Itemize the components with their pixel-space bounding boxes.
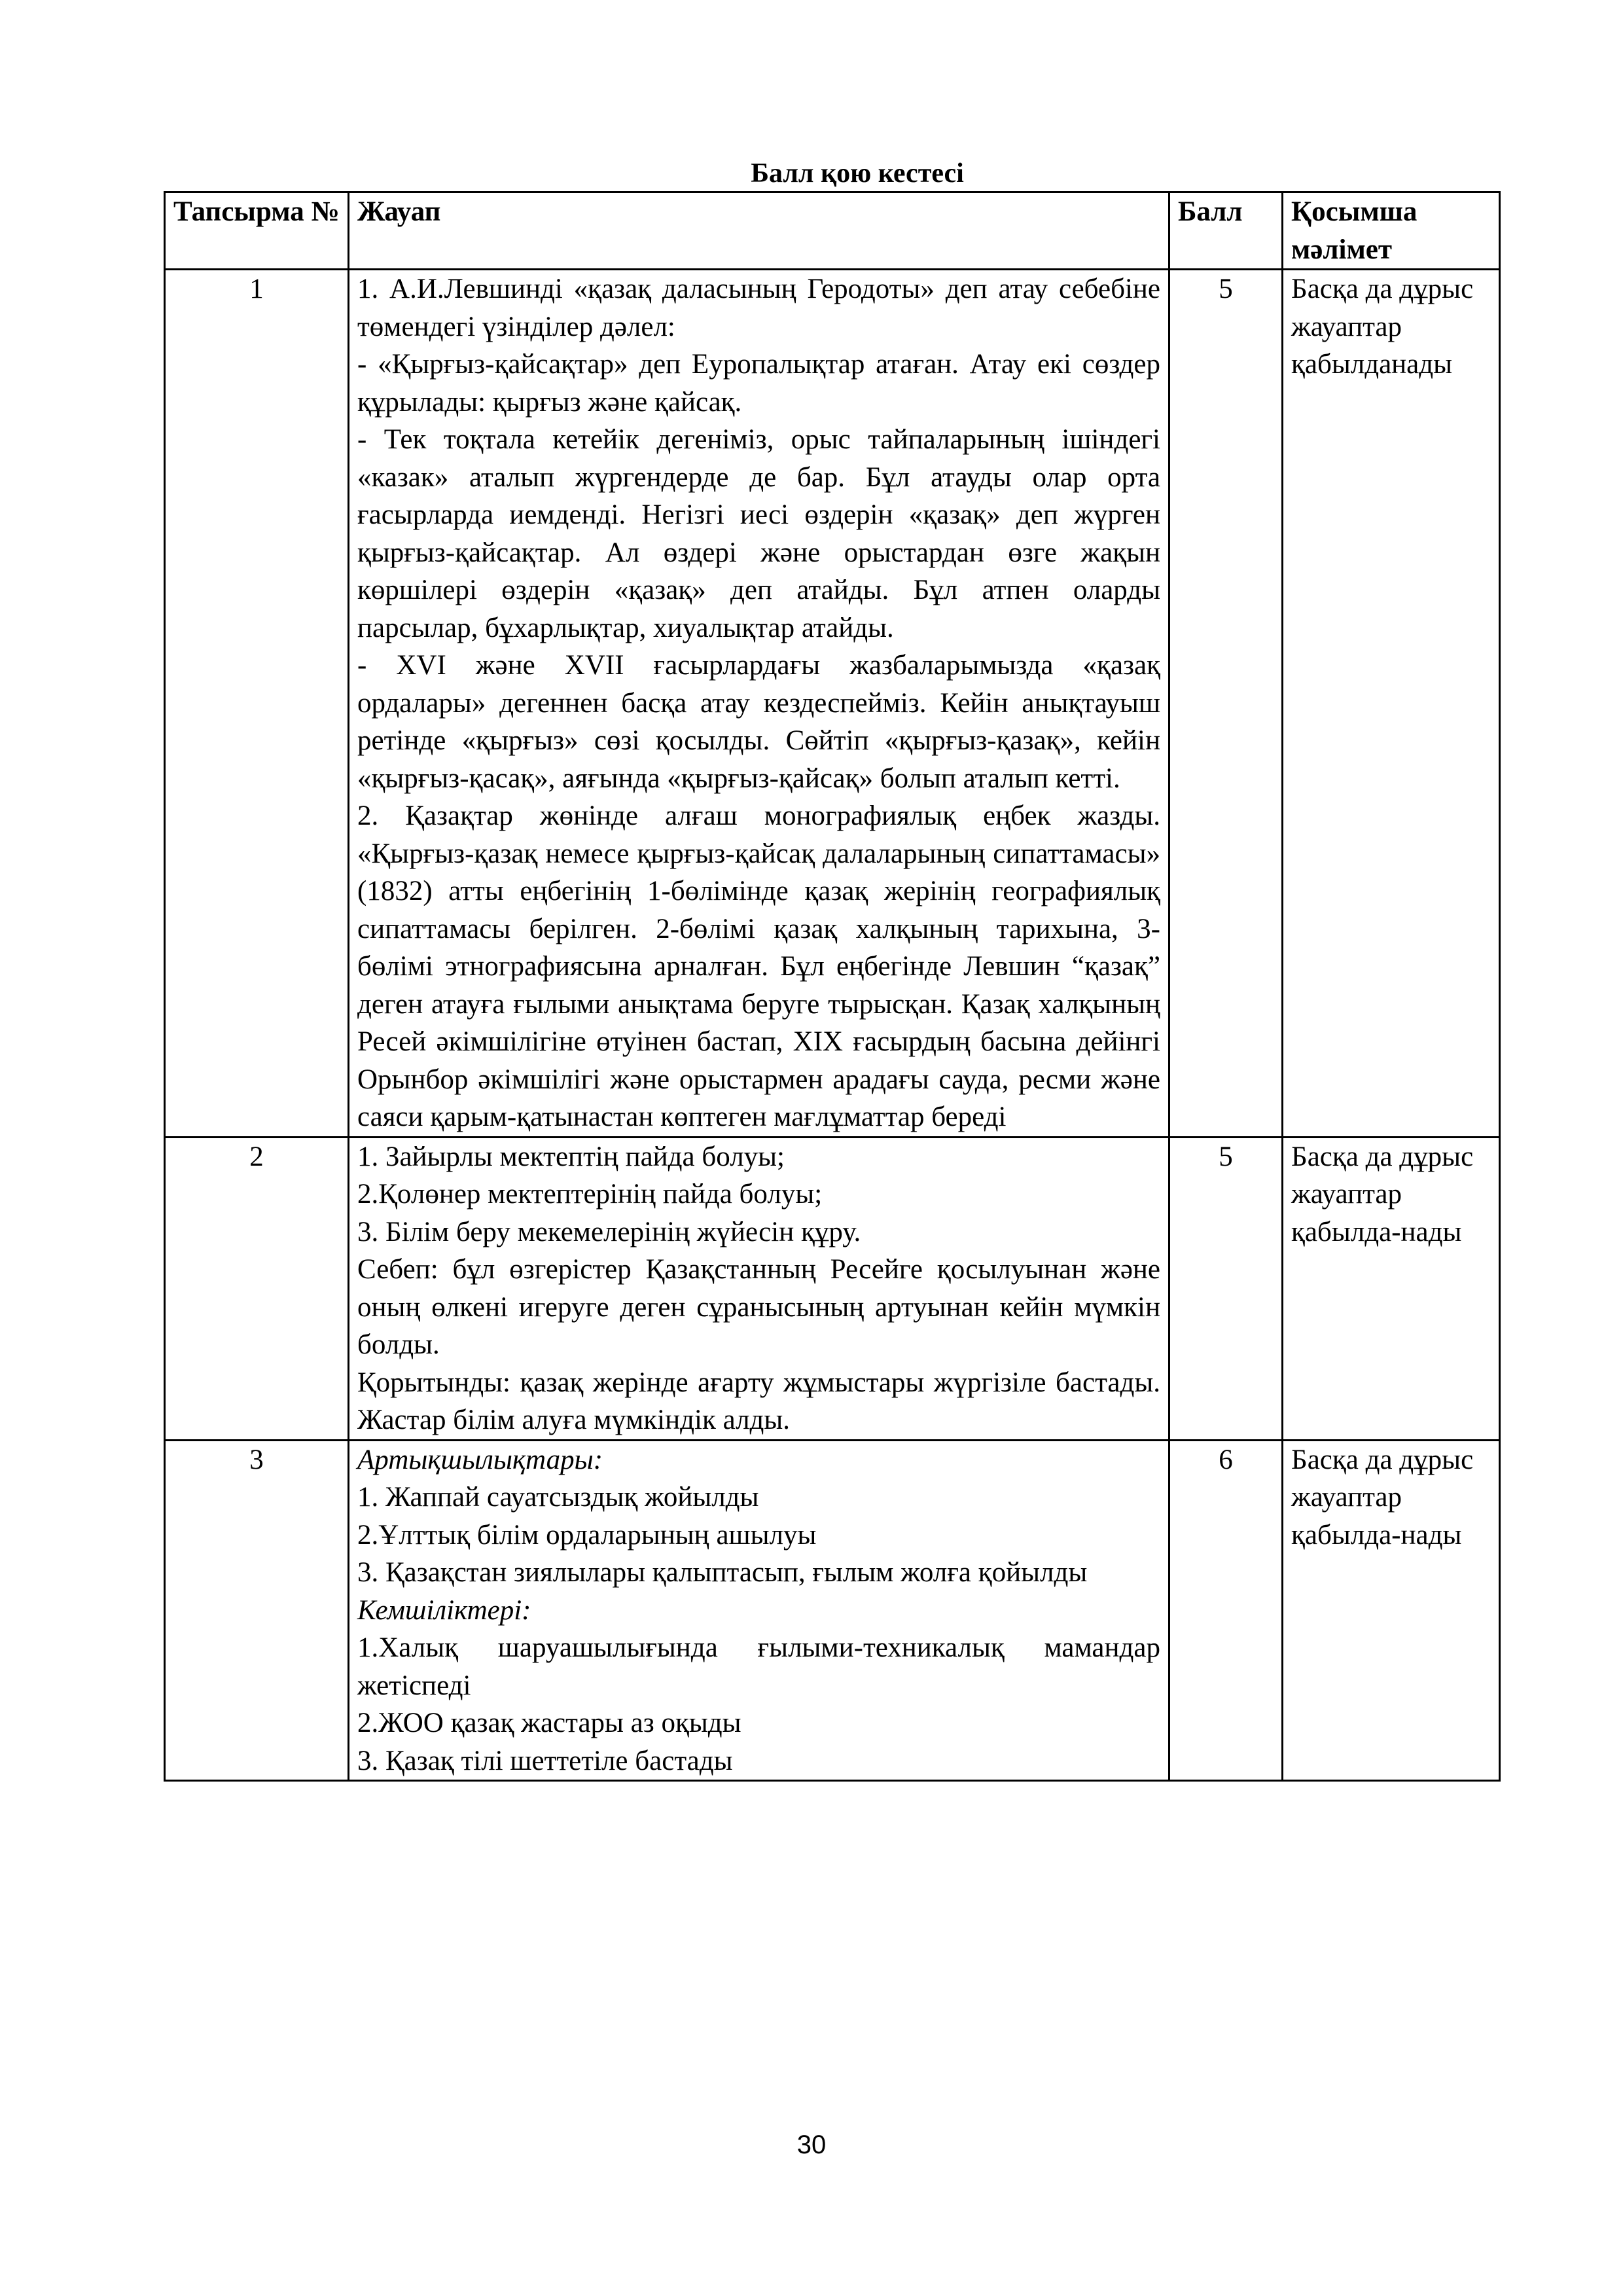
answer-paragraph: 2. Қазақтар жөнінде алғаш монографиялық еңбек жазды. «Қырғыз-қазақ немесе қырғыз-қайсақ далаларының сипаттамасы» (1832) атты еңбегінің 1-бөлімінде қазақ жерінің географиялық сипаттамасы берілген. 2-бөлімі қазақ халқының тарихына, 3-бөлімі этнографиясына арналған. Бұл еңбегінде Левшин “қазақ” деген атауға ғылыми анықтама беруге тырысқан. Қазақ халқының Ресей әкімшілігіне өтуінен бастап, XIX ғасырдың басына дейінгі Орынбор әкімшілігі және орыстармен арадағы сауда, ресми және саяси қарым-қатынастан көптеген мағлұматтар береді <box>357 800 1160 1132</box>
answer-paragraph: 3. Білім беру мекемелерінің жүйесін құру. <box>357 1216 861 1247</box>
advantage-item: 1. Жаппай сауатсыздық жойылды <box>357 1482 759 1513</box>
advantage-item: 3. Қазақстан зиялылары қалыптасып, ғылым жолға қойылды <box>357 1557 1088 1588</box>
note-cell: Басқа да дұрыс жауаптар қабылда-нады <box>1283 1137 1500 1440</box>
drawback-item: 2.ЖОО қазақ жастары аз оқыды <box>357 1708 741 1738</box>
score-cell: 5 <box>1169 270 1283 1138</box>
advantages-label: Артықшылықтары: <box>357 1444 603 1475</box>
drawbacks-label: Кемшіліктері: <box>357 1594 531 1626</box>
answer-paragraph: - «Қырғыз-қайсақтар» деп Еуропалықтар атаған. Атау екі сөздер құрылады: қырғыз және қайсақ. <box>357 349 1160 418</box>
task-number: 3 <box>165 1440 349 1781</box>
grading-table <box>164 191 1501 1782</box>
answer-paragraph: 1. Зайырлы мектептің пайда болуы; <box>357 1141 785 1172</box>
page-number: 30 <box>796 2130 827 2159</box>
task-number: 1 <box>165 270 349 1138</box>
answer-paragraph: Себеп: бұл өзгерістер Қазақстанның Ресейге қосылуынан және оның өлкені игеруге деген сұранысының артуынан кейін мүмкін болды. <box>357 1254 1160 1360</box>
answer-cell <box>349 1440 1169 1781</box>
table-row <box>165 1137 1500 1440</box>
answer-cell <box>349 270 1169 1138</box>
answer-cell <box>349 1137 1169 1440</box>
note-cell: Басқа да дұрыс жауаптар қабылданады <box>1283 270 1500 1138</box>
header-score: Балл <box>1169 192 1283 270</box>
table-row <box>165 270 1500 1138</box>
task-number: 2 <box>165 1137 349 1440</box>
drawback-item: 3. Қазақ тілі шеттетіле бастады <box>357 1745 733 1776</box>
answer-paragraph: 1. А.И.Левшинді «қазақ даласының Геродоты» деп атау себебіне төмендегі үзінділер дәлел: <box>357 274 1160 342</box>
header-note: Қосымша мәлімет <box>1283 192 1500 270</box>
table-title: Балл қою кестесі <box>751 158 964 188</box>
note-cell: Басқа да дұрыс жауаптар қабылда-нады <box>1283 1440 1500 1781</box>
score-cell: 5 <box>1169 1137 1283 1440</box>
answer-paragraph: Қорытынды: қазақ жерінде ағарту жұмыстары жүргізіле бастады. Жастар білім алуға мүмкіндік алды. <box>357 1367 1160 1435</box>
score-cell: 6 <box>1169 1440 1283 1781</box>
answer-paragraph: 2.Қолөнер мектептерінің пайда болуы; <box>357 1179 823 1210</box>
table-row <box>165 1440 1500 1781</box>
header-answer: Жауап <box>349 192 1169 270</box>
table-header-row <box>165 192 1500 270</box>
header-task-number: Тапсырма № <box>165 192 349 270</box>
drawback-item: 1.Халық шаруашылығында ғылыми-техникалық мамандар жетіспеді <box>357 1632 1160 1701</box>
answer-paragraph: - XVI және XVII ғасырлардағы жазбаларымызда «қазақ ордалары» дегеннен басқа атау кездеспейміз. Кейін анықтауыш ретінде «қырғыз» сөзі қосылды. Сөйтіп «қырғыз-қазақ», кейін «қырғыз-қасақ», аяғында «қырғыз-қайсақ» болып аталып кетті. <box>357 650 1160 794</box>
advantage-item: 2.Ұлттық білім ордаларының ашылуы <box>357 1519 817 1551</box>
answer-paragraph: - Тек тоқтала кетейік дегеніміз, орыс тайпаларының ішіндегі «казак» аталып жүргендерде де бар. Бұл атауды олар орта ғасырларда иемденді. Негізгі иесі өздерін «қазақ» деп жүрген қырғыз-қайсақтар. Ал өздері және орыстардан өзге жақын көршілері өздерін «қазақ» деп атайды. Бұл атпен оларды парсылар, бұхарлықтар, хиуалықтар атайды. <box>357 424 1160 643</box>
